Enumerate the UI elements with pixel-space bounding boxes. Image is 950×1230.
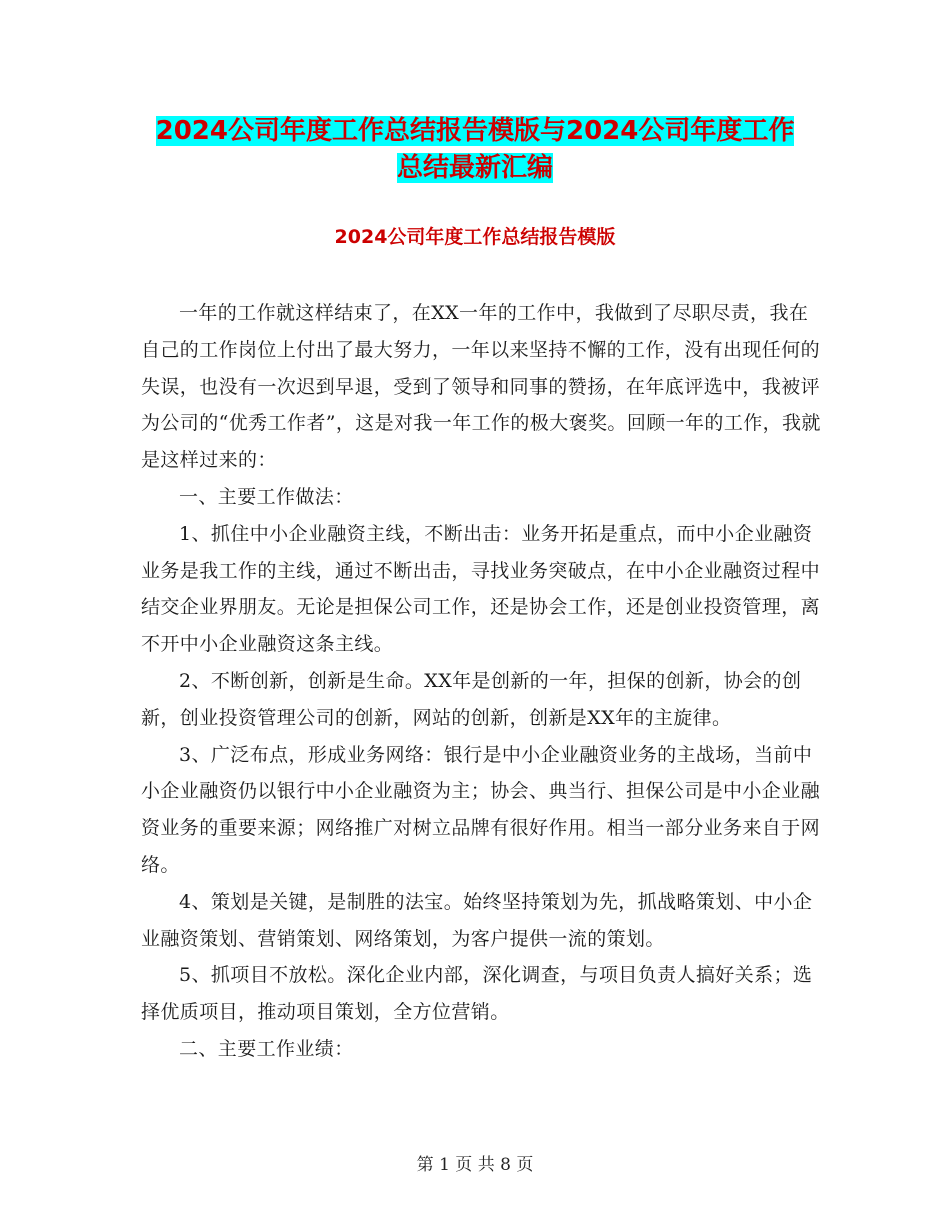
- section-title: 2024公司年度工作总结报告模版: [334, 226, 616, 248]
- heading-main-methods: 一、主要工作做法：: [179, 485, 354, 508]
- document-title-line-2: 总结最新汇编: [396, 153, 553, 183]
- document-body: [141, 295, 821, 1068]
- paragraph-item-1: 1、抓住中小企业融资主线，不断出击：业务开拓是重点，而中小企业融资业务是我工作的主线，通过不断出击，寻找业务突破点，在中小企业融资过程中结交企业界朋友。无论是担保公司工作，还是协会工作，还是创业投资管理，离不开中小企业融资这条主线。: [141, 522, 821, 656]
- paragraph-intro: 一年的工作就这样结束了，在XX一年的工作中，我做到了尽职尽责，我在自己的工作岗位上付出了最大努力，一年以来坚持不懈的工作，没有出现任何的失误，也没有一次迟到早退，受到了领导和同事的赞扬，在年底评选中，我被评为公司的“优秀工作者”，这是对我一年工作的极大褒奖。回顾一年的工作，我就是这样过来的：: [141, 302, 821, 472]
- page-footer: 第 1 页 共 8 页: [416, 1155, 534, 1175]
- document-title-line-1: 2024公司年度工作总结报告模版与2024公司年度工作: [155, 116, 795, 146]
- heading-main-achievements: 二、主要工作业绩：: [179, 1037, 354, 1060]
- document-title: [0, 113, 950, 187]
- paragraph-item-5: 5、抓项目不放松。深化企业内部，深化调查，与项目负责人搞好关系；选择优质项目，推动项目策划，全方位营销。: [141, 964, 813, 1024]
- paragraph-item-2: 2、不断创新，创新是生命。XX年是创新的一年，担保的创新，协会的创新，创业投资管理公司的创新，网站的创新，创新是XX年的主旋律。: [141, 669, 802, 729]
- paragraph-item-4: 4、策划是关键，是制胜的法宝。始终坚持策划为先，抓战略策划、中小企业融资策划、营销策划、网络策划，为客户提供一流的策划。: [141, 890, 813, 950]
- paragraph-item-3: 3、广泛布点，形成业务网络：银行是中小企业融资业务的主战场，当前中小企业融资仍以银行中小企业融资为主；协会、典当行、担保公司是中小企业融资业务的重要来源；网络推广对树立品牌有很好作用。相当一部分业务来自于网络。: [141, 743, 821, 876]
